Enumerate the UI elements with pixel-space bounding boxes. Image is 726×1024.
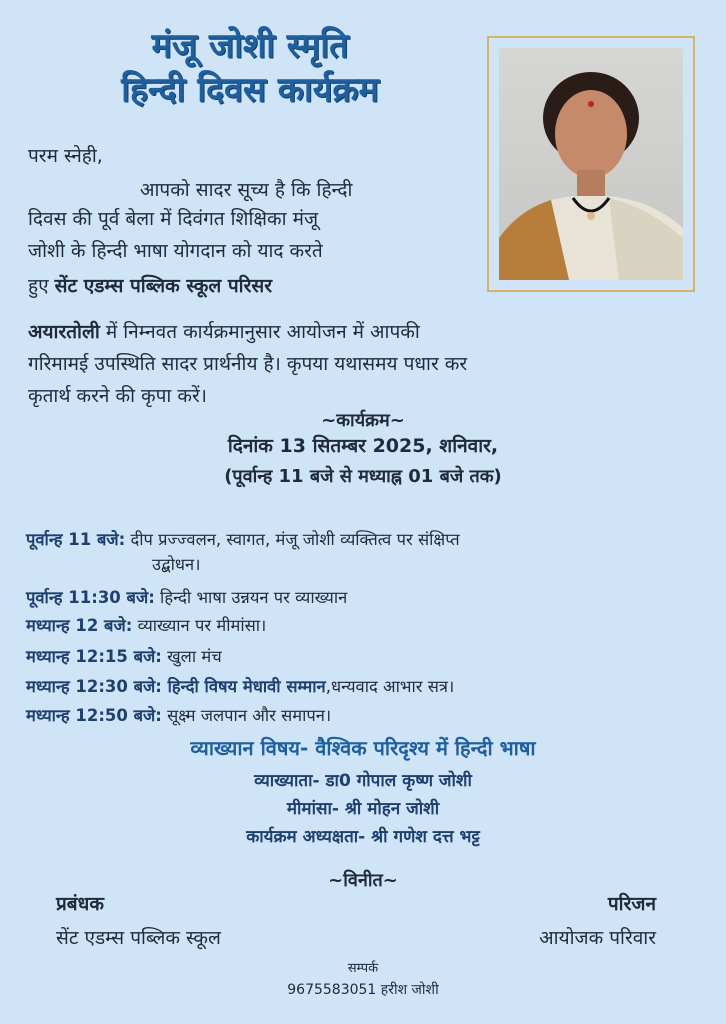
letter-line-4-prefix: हुए xyxy=(28,275,49,297)
schedule-desc: व्याख्यान पर मीमांसा। xyxy=(132,616,267,635)
schedule-time: मध्यान्ह 12:15 बजे: xyxy=(26,647,162,666)
title-line-2: हिन्दी दिवस कार्यक्रम xyxy=(121,70,379,110)
program-date: दिनांक 13 सितम्बर 2025, शनिवार, xyxy=(227,435,499,457)
footer-left-name: सेंट एडम्स पब्लिक स्कूल xyxy=(56,927,221,949)
schedule-desc: ,धन्यवाद आभार सत्र। xyxy=(325,677,455,696)
title-line-1: मंजू जोशी स्मृति xyxy=(151,26,349,66)
schedule-item-4 xyxy=(26,645,716,669)
letter-line-5 xyxy=(28,318,708,346)
contact-info: 9675583051 हरीश जोशी xyxy=(287,982,439,998)
lecture-topic: व्याख्यान विषय- वैश्विक परिदृश्य में हिन्दी भाषा xyxy=(190,736,536,760)
contact-label: सम्पर्क xyxy=(347,961,379,976)
salutation: परम स्नेही, xyxy=(28,145,103,167)
schedule-highlight: हिन्दी विषय मेधावी सम्मान xyxy=(161,677,326,696)
photo-frame xyxy=(487,36,695,292)
schedule-time: मध्यान्ह 12:50 बजे: xyxy=(26,706,162,725)
venue-name: सेंट एडम्स पब्लिक स्कूल परिसर xyxy=(54,275,272,297)
schedule-time: मध्यान्ह 12:30 बजे: xyxy=(26,677,162,696)
schedule-item-6 xyxy=(26,704,716,728)
venue-place: अयारतोली xyxy=(28,321,100,343)
program-time-range: (पूर्वान्ह 11 बजे से मध्याह्न 01 बजे तक) xyxy=(224,466,502,487)
lecture-chair: कार्यक्रम अध्यक्षता- श्री गणेश दत्त भट्ट xyxy=(246,827,480,847)
lecture-speaker: व्याख्याता- डा0 गोपाल कृष्ण जोशी xyxy=(254,771,472,791)
lecture-discussion: मीमांसा- श्री मोहन जोशी xyxy=(286,799,440,819)
schedule-desc: खुला मंच xyxy=(161,647,222,666)
letter-line-2: दिवस की पूर्व बेला में दिवंगत शिक्षिका मंजू xyxy=(28,208,319,230)
schedule-desc: दीप प्रज्ज्वलन, स्वागत, मंजू जोशी व्यक्तित्व पर संक्षिप्त xyxy=(125,530,460,549)
schedule-item-1-cont: उद्बोधन। xyxy=(152,555,201,574)
schedule-item-5 xyxy=(26,675,716,699)
schedule-item-1 xyxy=(26,528,716,552)
schedule-desc: सूक्ष्म जलपान और समापन। xyxy=(161,706,332,725)
schedule-item-2 xyxy=(26,586,716,610)
letter-line-7: कृतार्थ करने की कृपा करें। xyxy=(28,385,207,407)
footer-right-title: परिजन xyxy=(607,893,656,915)
footer-right-name: आयोजक परिवार xyxy=(539,927,656,949)
letter-line-6: गरिमामई उपस्थिति सादर प्रार्थनीय है। कृपया यथासमय पधार कर xyxy=(28,353,468,375)
schedule-time: पूर्वान्ह 11:30 बजे: xyxy=(26,588,155,607)
letter-line-4 xyxy=(28,272,272,300)
program-heading: ~कार्यक्रम~ xyxy=(321,410,405,431)
letter-line-3: जोशी के हिन्दी भाषा योगदान को याद करते xyxy=(28,240,323,262)
schedule-desc: हिन्दी भाषा उन्नयन पर व्याख्यान xyxy=(154,588,348,607)
portrait-photo xyxy=(499,48,683,280)
footer-left-title: प्रबंधक xyxy=(56,893,104,915)
schedule-item-3 xyxy=(26,614,716,638)
vinit-heading: ~विनीत~ xyxy=(328,870,398,891)
schedule-time: पूर्वान्ह 11 बजे: xyxy=(26,530,126,549)
letter-line-1: आपको सादर सूच्य है कि हिन्दी xyxy=(140,179,353,201)
schedule-time: मध्यान्ह 12 बजे: xyxy=(26,616,133,635)
letter-line-5-rest: में निम्नवत कार्यक्रमानुसार आयोजन में आपकी xyxy=(99,321,420,343)
